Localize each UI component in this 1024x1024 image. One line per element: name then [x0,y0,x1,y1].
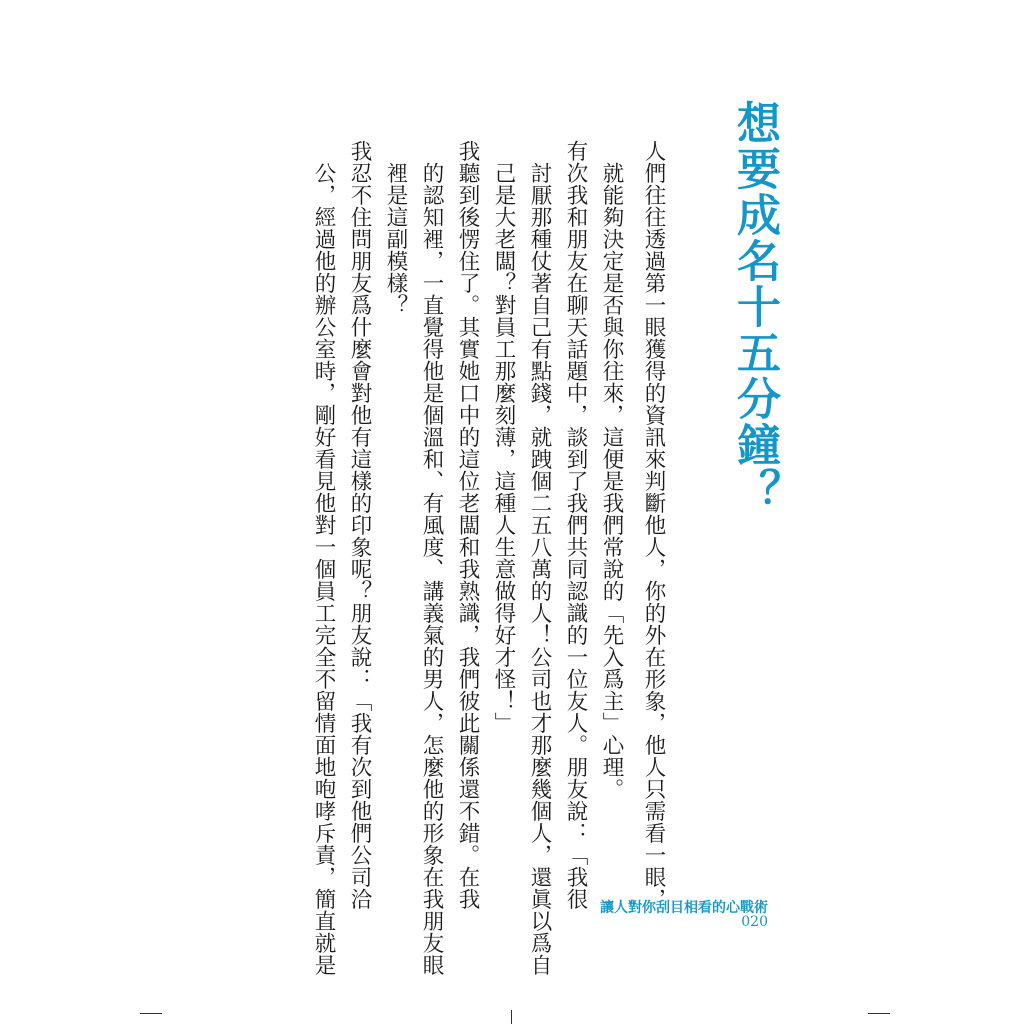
body-column-2: 就能夠決定是否與你往來，這便是我們常說的「先入爲主」心理。 [599,162,624,800]
chapter-title: 想要成名十五分鐘？ [729,100,780,514]
body-column-10: 公，經過他的辦公室時，剛好看見他對一個員工完全不留情面地咆哮斥責，簡直就是 [311,162,336,976]
body-column-6: 我聽到後愣住了。其實她口中的這位老闆和我熟識，我們彼此關係還不錯。在我 [455,140,480,910]
body-column-9: 我忍不住問朋友爲什麼會對他有這樣的印象呢？朋友說：「我有次到他們公司洽 [347,140,372,910]
body-column-8: 裡是這副模樣？ [383,162,408,316]
page-number: 020 [741,914,768,930]
crop-mark-bottom-center [511,1010,512,1024]
crop-mark-bottom-right [868,1013,890,1014]
body-column-1: 人們往往透過第一眼獲得的資訊來判斷他人，你的外在形象，他人只需看一眼， [641,140,666,910]
running-footer-title: 讓人對你刮目相看的心戰術 [600,900,768,916]
crop-mark-bottom-left [140,1013,162,1014]
body-column-7: 的認知裡，一直覺得他是個溫和、有風度、講義氣的男人，怎麼他的形象在我朋友眼 [419,162,444,976]
body-column-5: 己是大老闆？對員工那麼刻薄，這種人生意做得好才怪！」 [491,162,516,734]
body-column-3: 有次我和朋友在聊天話題中，談到了我們共同認識的一位友人。朋友說：「我很 [563,140,588,910]
body-column-4: 討厭那種仗著自己有點錢，就跩個二五八萬的人！公司也才那麼幾個人，還眞以爲自 [527,162,552,976]
